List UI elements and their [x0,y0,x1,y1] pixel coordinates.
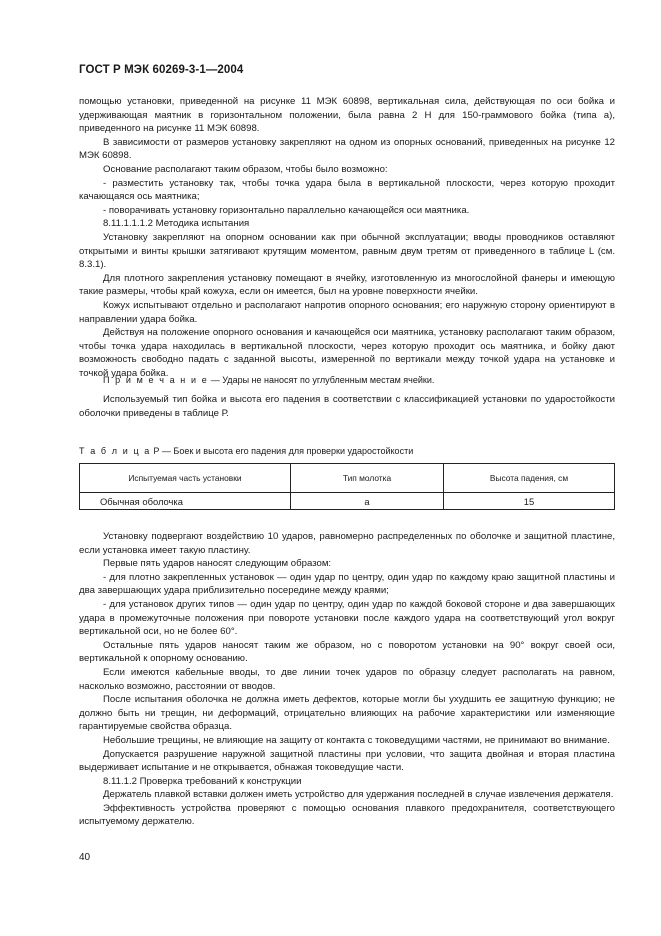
list-item: - для плотно закрепленных установок — один удар по центру, один удар по каждому краю защитной пластины и два завершающих удара приблизительно посередине между краями; [79,571,615,597]
page-number: 40 [79,852,91,863]
note [79,374,615,388]
body-block-1 [79,95,615,380]
table-caption [79,446,413,456]
paragraph: Используемый тип бойка и высота его падения в соответствии с классификацией установки по ударостойкости оболочки приведены в таблице Р. [79,394,615,419]
paragraph: После испытания оболочка не должна иметь дефектов, которые могли бы ухудшить ее защитную функцию; не должно быть ни трещин, ни деформаций, отрицательно влияющих на рабочие характеристики или изменяющие гарантируемые свойства образца. [79,694,615,733]
paragraph: Небольшие трещины, не влияющие на защиту от контакта с токоведущими частями, не принимают во внимание. [103,734,610,746]
paragraph: Первые пять ударов наносят следующим образом: [103,558,332,570]
table-caption-label: Т а б л и ц а [79,446,151,456]
body-block-2 [79,530,615,829]
paragraph: В зависимости от размеров установку закрепляют на одном из опорных оснований, приведенных на рисунке 12 МЭК 60898. [79,136,615,162]
document-header: ГОСТ Р МЭК 60269-3-1—2004 [79,64,244,76]
paragraph: Установку закрепляют на опорном основании как при обычной эксплуатации; вводы проводников оставляют открытыми и винты крышки затягивают крутящим моментом, равным двум третям от приведенного в таблице L (см. 8.3.1). [79,231,615,271]
paragraph: Эффективность устройства проверяют с помощью основания плавкого предохранителя, соответствующего испытуемому держателю. [79,802,615,828]
table-header-cell: Испытуемая часть установки [80,464,291,493]
paragraph: Установку подвергают воздействию 10 ударов, равномерно распределенных по оболочке и защитной пластине, если установка имеет такую пластину. [79,531,615,556]
table-row [80,493,615,510]
list-item: - для установок других типов — один удар по центру, один удар по каждой боковой стороне и два завершающих удара в промежуточные положения при повороте установки после каждого удара на соответствующий угол вокруг вертикальной оси, но не более 60°. [79,598,615,638]
paragraph: Для плотного закрепления установку помещают в ячейку, изготовленную из многослойной фанеры и имеющую такие размеры, чтобы край кожуха, если он имеется, был на уровне поверхности ячейки. [79,272,615,298]
table-cell: а [291,493,444,510]
body-block-after-note [79,393,615,420]
table-header-cell: Тип молотка [291,464,444,493]
paragraph: Остальные пять ударов наносят таким же образом, но с поворотом установки на 90° вокруг своей оси, вертикальной к опорному основанию. [79,639,615,665]
table-caption-text: Р — Боек и высота его падения для проверки ударостойкости [150,446,414,456]
note-text: — Удары не наносят по углубленным местам ячейки. [208,375,435,385]
paragraph: помощью установки, приведенной на рисунке 11 МЭК 60898, вертикальная сила, действующая по оси бойка и удерживающая маятник в горизонтальном положении, была равна 2 Н для 150-граммового бойка (типа а), приведенного на рисунке 11 МЭК 60898. [79,96,615,135]
table-header-row [80,464,615,493]
note-label: П р и м е ч а н и е [103,375,209,385]
paragraph: Допускается разрушение наружной защитной пластины при условии, что защита двойная и вторая пластина выдерживает испытание и не открывается, обнажая токоведущие части. [79,748,615,774]
table-cell: Обычная оболочка [80,493,291,510]
paragraph: Основание располагают таким образом, чтобы было возможно: [103,163,388,175]
paragraph: Держатель плавкой вставки должен иметь устройство для удержания последней в случае извлечения держателя. [103,789,614,801]
section-heading: 8.11.1.1.1.2 Методика испытания [103,218,250,230]
table-header-cell: Высота падения, см [444,464,615,493]
impact-table [79,463,615,510]
paragraph: Если имеются кабельные вводы, то две линии точек ударов по образцу следует располагать на равном, насколько возможно, расстоянии от вводов. [79,666,615,692]
list-item: - поворачивать установку горизонтально параллельно качающейся оси маятника. [103,204,470,216]
paragraph: Действуя на положение опорного основания и качающейся оси маятника, установку располагают таким образом, чтобы точка удара находилась в вертикальной плоскости, через которую проходит ось маятника, и бойку дают возможность свободно падать с заданной высоты, измеренной по вертикали между точкой удара на установке и точкой удара бойка. [79,327,615,379]
section-heading: 8.11.1.2 Проверка требований к конструкции [103,775,302,787]
paragraph: Кожух испытывают отдельно и располагают напротив опорного основания; его наружную сторону ориентируют в направлении удара бойка. [79,299,615,325]
table-cell: 15 [444,493,615,510]
list-item: - разместить установку так, чтобы точка удара была в вертикальной плоскости, через которую проходит качающаяся ось маятника; [79,177,615,203]
